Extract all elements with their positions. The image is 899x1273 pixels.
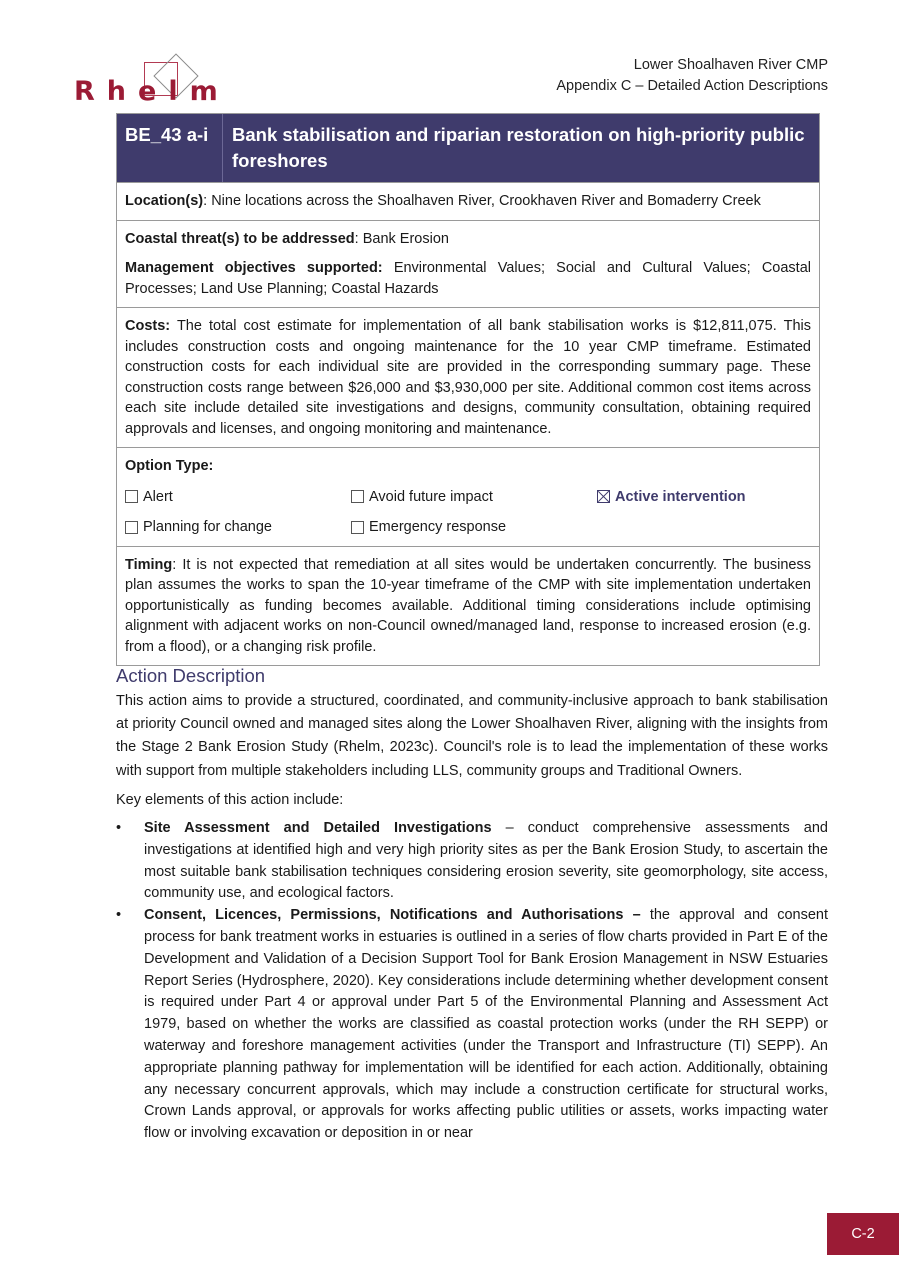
checkbox-checked-icon xyxy=(597,490,610,503)
list-item: • Consent, Licences, Permissions, Notifications and Authorisations – the approval and consent process for bank treatment works in estuaries is outlined in a series of flow charts provided in Part E of the Development and Validation of a Decision Support Tool for Bank Erosion Management in NSW Estuaries Report Series (Hydrosphere, 2020). Key considerations include determining whether development consent is required under Part 4 or approval under Part 5 of the Environmental Planning and Assessment Act 1979, based on whether the works are classified as coastal protection works (under the RH SEPP) or waterway and foreshore management activities (under the Transport and Infrastructure (TI) SEPP). An appropriate planning pathway for implementation will be identified for each action. Additionally, obtaining any necessary concurrent approvals, which may include a construction certificate for structural works, Crown Lands approval, or approvals for works affecting public utilities or assets, works impacting water flow or involving excavation or deposition in or near xyxy=(116,905,828,1145)
key-elements-intro: Key elements of this action include: xyxy=(116,791,344,808)
timing-value: : It is not expected that remediation at all sites would be undertaken concurrently. The business plan assumes the works to span the 10-year timeframe of the CMP with site implementation undertaken opportunistically as funding becomes available. Additional timing considerations include optimising alignment with adjacent works on non-Council owned/managed land, response to increased erosion (e.g. from a flood), or a changing risk profile. xyxy=(125,556,811,655)
costs-value: The total cost estimate for implementation of all bank stabilisation works is $12,811,075. This includes construction costs and ongoing maintenance for the 10 year CMP timeframe. Estimated construction costs for each individual site are provided in the corresponding summary page. These construction costs range between $26,000 and $3,930,000 per site. Additional common cost items across each site include detailed site investigations and designs, community consultation, obtaining required approvals and licenses, and ongoing monitoring and maintenance. xyxy=(125,318,811,437)
action-header xyxy=(117,114,819,182)
timing-label: Timing xyxy=(125,556,173,573)
action-id: BE_43 a-i xyxy=(117,114,223,182)
checkbox-empty-icon xyxy=(351,521,364,534)
action-title: Bank stabilisation and riparian restoration on high-priority public foreshores xyxy=(232,124,805,171)
objectives-value: Environmental Values; Social and Cultural Values; Coastal Processes; Land Use Planning; Coastal Hazards xyxy=(125,260,811,297)
option-alert: Alert xyxy=(125,487,351,508)
option-avoid-future-impact: Avoid future impact xyxy=(351,487,597,508)
rhelm-logo xyxy=(74,52,234,108)
header-document-title: Lower Shoalhaven River CMP xyxy=(633,57,828,73)
location-label: Location(s) xyxy=(125,193,204,209)
option-type-row xyxy=(117,447,819,546)
checkbox-empty-icon xyxy=(351,490,364,503)
location-row xyxy=(117,182,819,220)
action-summary-table xyxy=(116,113,820,666)
checkbox-empty-icon xyxy=(125,521,138,534)
option-type-list xyxy=(125,487,811,538)
action-description-section xyxy=(116,664,828,1145)
threat-value: : Bank Erosion xyxy=(354,230,449,247)
section-heading: Action Description xyxy=(116,665,266,686)
page-number-badge: C-2 xyxy=(827,1213,899,1255)
timing-row xyxy=(117,546,819,666)
threat-label: Coastal threat(s) to be addressed xyxy=(125,230,355,247)
location-value: : Nine locations across the Shoalhaven River, Crookhaven River and Bomaderry Creek xyxy=(203,193,761,209)
option-type-label: Option Type: xyxy=(125,458,214,474)
option-active-intervention: Active intervention xyxy=(597,487,811,508)
option-emergency-response: Emergency response xyxy=(351,517,597,538)
threat-objectives-row xyxy=(117,220,819,308)
intro-paragraph: This action aims to provide a structured, coordinated, and community-inclusive approach to bank stabilisation at priority Council owned and managed sites along the Lower Shoalhaven River, aligning with the insights from the Stage 2 Bank Erosion Study (Rhelm, 2023c). Council's role is to lead the implementation of these works with support from multiple stakeholders including LLS, community groups and Traditional Owners. xyxy=(116,693,828,779)
page-header xyxy=(556,55,828,97)
costs-row xyxy=(117,307,819,447)
objectives-label: Management objectives supported: xyxy=(125,260,383,276)
key-elements-list xyxy=(116,818,828,1145)
checkbox-empty-icon xyxy=(125,490,138,503)
option-planning-for-change: Planning for change xyxy=(125,517,351,538)
logo-text: Rhelm xyxy=(74,76,230,107)
list-item: • Site Assessment and Detailed Investigations – conduct comprehensive assessments and investigations at identified high and very high priority sites as per the Bank Erosion Study, to ascertain the most suitable bank stabilisation techniques considering erosion severity, site geomorphology, site access, community use, and ecological factors. xyxy=(116,818,828,905)
header-appendix-title: Appendix C – Detailed Action Descriptions xyxy=(556,78,828,94)
costs-label: Costs: xyxy=(125,318,171,334)
